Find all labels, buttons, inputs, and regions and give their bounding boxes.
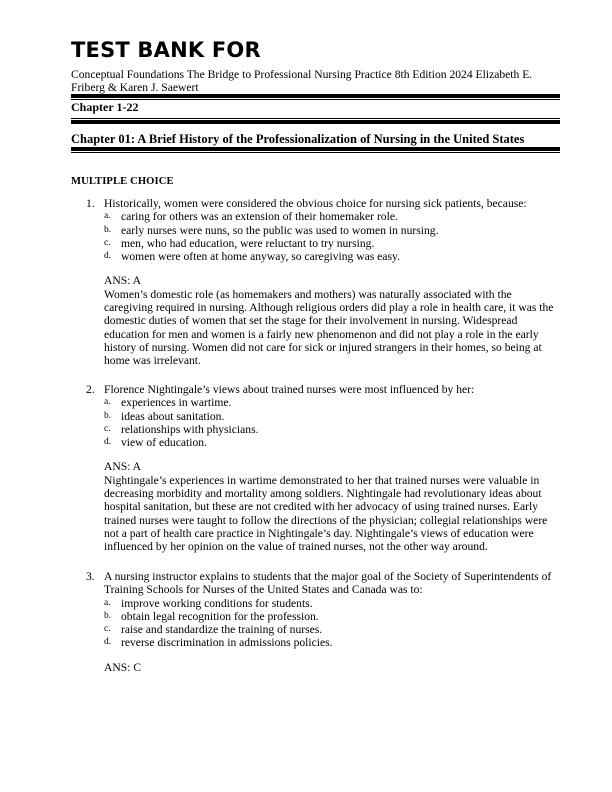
option-letter: a. (104, 597, 111, 608)
option-text: reverse discrimination in admissions policies. (121, 636, 333, 650)
chapter-rule-bottom-thick (71, 147, 560, 151)
chapter-range: Chapter 1-22 (71, 100, 139, 114)
option-text: relationships with physicians. (121, 422, 259, 436)
option-text: women were often at home anyway, so caregiving was easy. (121, 250, 400, 264)
option-c (104, 423, 560, 436)
answer-key: ANS: A (104, 274, 142, 288)
question-text: Historically, women were considered the obvious choice for nursing sick patients, because: (104, 197, 527, 210)
option-text: experiences in wartime. (121, 396, 232, 410)
option-b (104, 410, 560, 423)
answer-options (86, 597, 560, 650)
book-subtitle: Conceptual Foundations The Bridge to Professional Nursing Practice 8th Edition 2024 Elizabeth E. Friberg & Karen J. Saewert (71, 68, 533, 94)
option-a (104, 597, 560, 610)
option-text: caring for others was an extension of their homemaker role. (121, 210, 398, 224)
option-letter: d. (104, 437, 112, 448)
question-1 (86, 197, 560, 368)
option-letter: b. (104, 410, 112, 421)
question-number: 1. (86, 197, 95, 210)
option-a (104, 396, 560, 409)
answer-options (86, 210, 560, 263)
option-b (104, 224, 560, 237)
option-letter: a. (104, 397, 111, 408)
option-text: men, who had education, were reluctant to try nursing. (121, 236, 375, 250)
option-letter: d. (104, 251, 112, 262)
question-number: 3. (86, 570, 95, 583)
option-letter: c. (104, 423, 111, 434)
option-text: view of education. (121, 436, 207, 450)
option-d (104, 636, 560, 649)
option-letter: b. (104, 224, 112, 235)
answer-key: ANS: A (104, 460, 142, 474)
question-stem (86, 197, 560, 210)
chapter-rule-top-thin (71, 118, 560, 119)
question-text: Florence Nightingale’s views about trained nurses were most influenced by her: (104, 383, 475, 396)
option-letter: b. (104, 610, 112, 621)
chapter-rule-top-thick (71, 120, 560, 124)
option-b (104, 610, 560, 623)
section-label: MULTIPLE CHOICE (71, 176, 174, 187)
option-letter: c. (104, 237, 111, 248)
option-text: improve working conditions for students. (121, 596, 313, 610)
option-text: ideas about sanitation. (121, 409, 225, 423)
question-number: 2. (86, 383, 95, 396)
option-a (104, 210, 560, 223)
option-c (104, 237, 560, 250)
question-2 (86, 383, 560, 554)
answer-rationale: Women’s domestic role (as homemakers and mothers) was naturally associated with the caregiving required in nursing. Although religious orders did play a role in health care, it was the domestic duties of women that set the stage for their involvement in nursing. Widespread education for men and women is a fairly new phenomenon and did not play a role in the early history of nursing. Women did not care for sick or injured strangers in their homes, so being at home was irrelevant. (104, 287, 554, 368)
header-rule-thick (71, 94, 560, 98)
chapter-heading: Chapter 01: A Brief History of the Professionalization of Nursing in the United States (71, 132, 525, 146)
option-text: early nurses were nuns, so the public was used to women in nursing. (121, 223, 439, 237)
question-text: A nursing instructor explains to students that the major goal of the Society of Superintendents of Training Schools for Nurses of the United States and Canada was to: (104, 570, 552, 597)
question-stem (86, 570, 560, 597)
answer-key: ANS: C (104, 660, 142, 674)
question-3 (86, 570, 560, 674)
option-letter: a. (104, 211, 111, 222)
question-stem (86, 383, 560, 396)
answer-rationale: Nightingale’s experiences in wartime demonstrated to her that trained nurses were valuable in decreasing morbidity and mortality among soldiers. Nightingale had revolutionary ideas about hospital sanitation, but these are not credited with her advocacy of using trained nurses. Early trained nurses were taught to follow the directions of the physician; collegial relationships were not a part of health care practice in Nightingale’s day. Nightingale’s views of education were influenced by her opinion on the value of trained nurses, not the other way around. (104, 473, 548, 554)
option-letter: d. (104, 637, 112, 648)
option-text: obtain legal recognition for the profession. (121, 609, 319, 623)
chapter-rule-bottom-thin (71, 152, 560, 153)
answer-options (86, 396, 560, 449)
test-bank-title: TEST BANK FOR (71, 38, 261, 62)
option-letter: c. (104, 624, 111, 635)
option-d (104, 250, 560, 263)
header-rule-thin (71, 99, 560, 100)
option-text: raise and standardize the training of nurses. (121, 623, 323, 637)
option-d (104, 436, 560, 449)
option-c (104, 623, 560, 636)
